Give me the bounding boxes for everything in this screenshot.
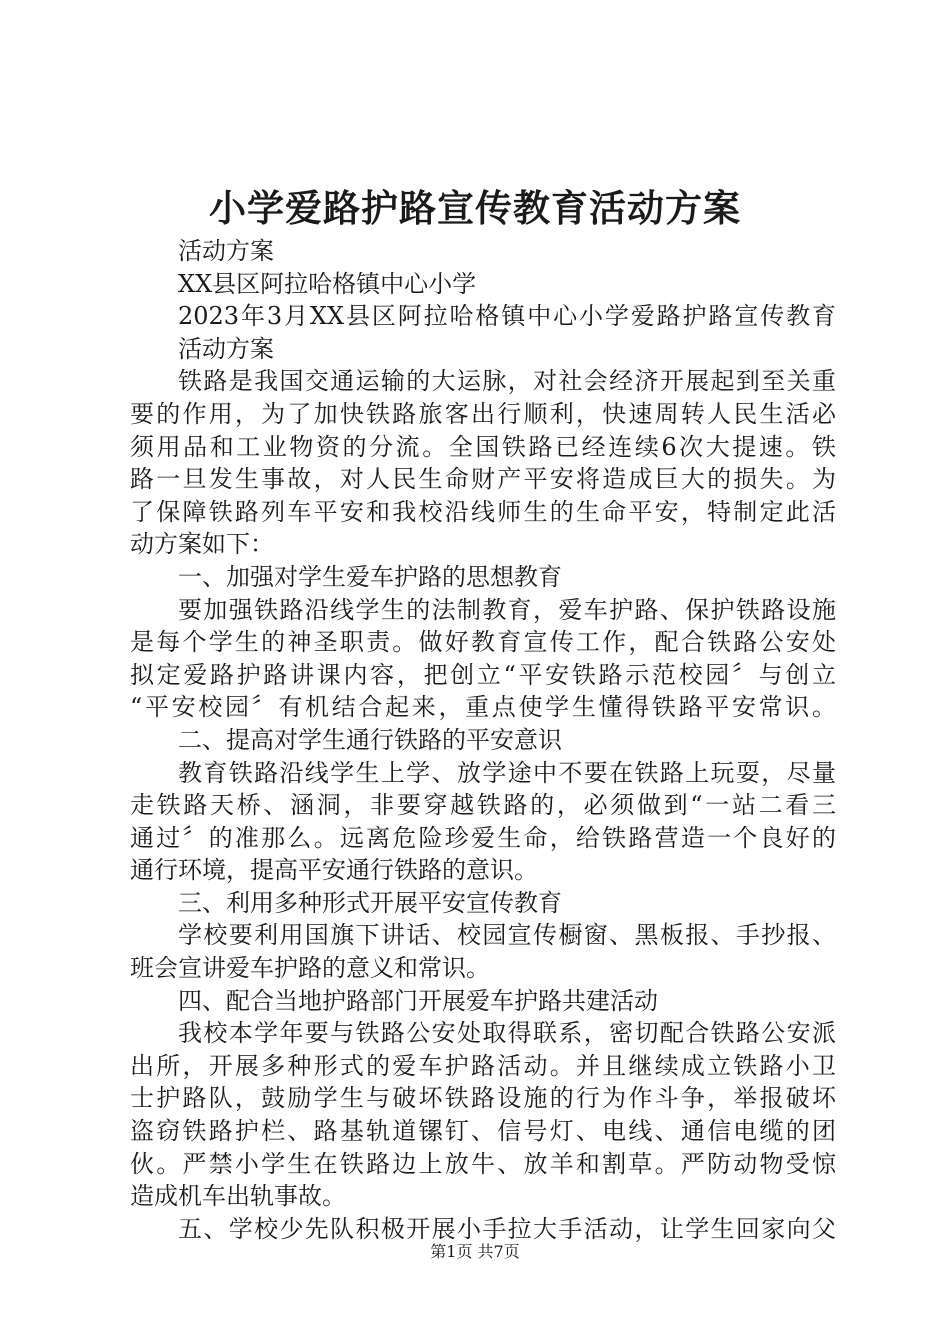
text-line: 出所，开展多种形式的爱车护路活动。并且继续成立铁路小卫 — [130, 1051, 836, 1080]
text-line: 路一旦发生事故，对人民生命财产平安将造成巨大的损失。为 — [130, 465, 836, 494]
text-line: 五、学校少先队积极开展小手拉大手活动，让学生回家向父 — [178, 1214, 836, 1243]
text-line: “平安校园〞有机结合起来，重点使学生懂得铁路平安常识。 — [130, 693, 836, 722]
text-line: 盗窃铁路护栏、路基轨道镙钉、信号灯、电线、通信电缆的团 — [130, 1117, 836, 1146]
text-line: 教育铁路沿线学生上学、放学途中不要在铁路上玩耍，尽量 — [178, 758, 836, 787]
text-line: 活动方案 — [178, 237, 274, 265]
text-line: XX县区阿拉哈格镇中心小学 — [178, 269, 477, 298]
document-title: 小学爱路护路宣传教育活动方案 — [209, 186, 741, 230]
text-line: 了保障铁路列车平安和我校沿线师生的生命平安，特制定此活 — [130, 497, 836, 526]
text-line: 士护路队，鼓励学生与破坏铁路设施的行为作斗争，举报破坏 — [130, 1084, 836, 1113]
text-line: 活动方案 — [178, 334, 274, 363]
text-line: 通过〞的准那么。远离危险珍爱生命，给铁路营造一个良好的 — [130, 823, 836, 852]
text-line: 伙。严禁小学生在铁路边上放牛、放羊和割草。严防动物受惊 — [130, 1149, 836, 1178]
text-line: 是每个学生的神圣职责。做好教育宣传工作，配合铁路公安处 — [130, 628, 836, 657]
text-line: 造成机车出轨事故。 — [130, 1182, 346, 1211]
text-line: 四、配合当地护路部门开展爱车护路共建活动 — [178, 986, 658, 1015]
text-line: 三、利用多种形式开展平安宣传教育 — [178, 888, 562, 917]
text-line: 学校要利用国旗下讲话、校园宣传橱窗、黑板报、手抄报、 — [178, 921, 836, 950]
text-line: 通行环境，提高平安通行铁路的意识。 — [130, 856, 538, 885]
page-footer: 第1页 共7页 — [430, 1242, 520, 1261]
text-line: 须用品和工业物资的分流。全国铁路已经连续6次大提速。铁 — [130, 432, 836, 461]
text-line: 班会宣讲爱车护路的意义和常识。 — [130, 954, 490, 983]
text-line: 要加强铁路沿线学生的法制教育，爱车护路、保护铁路设施 — [178, 595, 836, 624]
text-line: 走铁路天桥、涵洞，非要穿越铁路的，必须做到“一站二看三 — [130, 791, 836, 820]
text-line: 我校本学年要与铁路公安处取得联系，密切配合铁路公安派 — [178, 1019, 836, 1048]
text-line: 铁路是我国交通运输的大运脉，对社会经济开展起到至关重 — [178, 367, 836, 396]
text-line: 拟定爱路护路讲课内容，把创立“平安铁路示范校园〞与创立 — [130, 660, 836, 689]
text-line: 要的作用，为了加快铁路旅客出行顺利，快速周转人民生活必 — [130, 399, 836, 428]
text-line: 2023年3月XX县区阿拉哈格镇中心小学爱路护路宣传教育 — [178, 302, 836, 331]
text-line: 动方案如下： — [130, 530, 274, 559]
text-line: 二、提高对学生通行铁路的平安意识 — [178, 725, 562, 754]
text-line: 一、加强对学生爱车护路的思想教育 — [178, 562, 562, 591]
document-body — [130, 235, 836, 1245]
